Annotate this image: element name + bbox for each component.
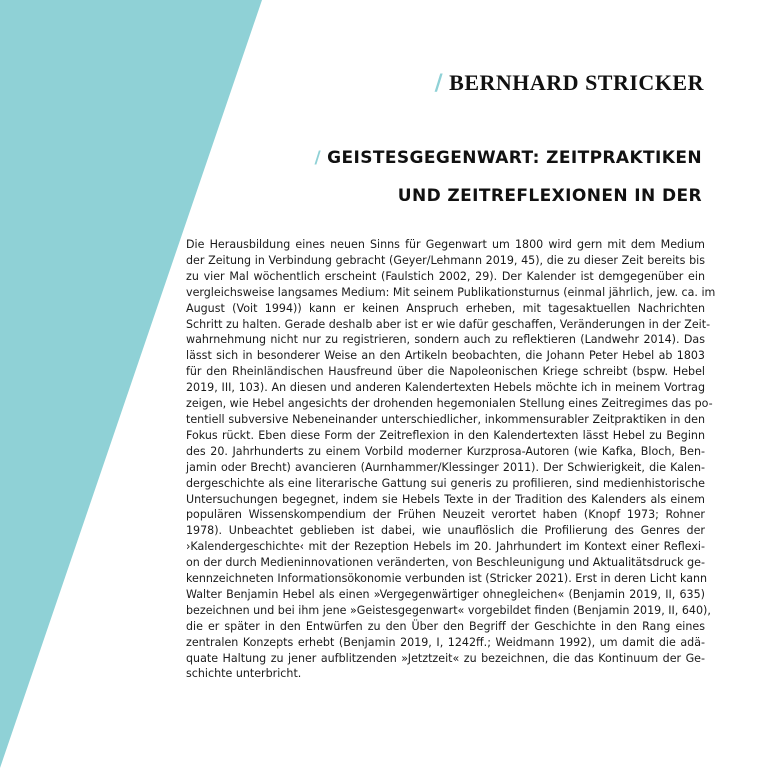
body-text-line: quate Haltung zu jener aufblitzenden »Jetztzeit« zu bezeichnen, die das Kontinuum der Ge-: [186, 651, 705, 665]
body-text-line: zeigen, wie Hebel angesichts der drohenden hegemonialen Stellung eines Zeitregimes das po-: [186, 397, 713, 411]
body-text-line: bezeichnen und bei ihm jene »Geistesgegenwart« vorgebildet finden (Benjamin 2019, II, 640),: [186, 603, 711, 617]
body-text-line: ›Kalendergeschichte‹ mit der Rezeption Hebels im 20. Jahrhundert im Kontext einer Reflexi-: [186, 540, 705, 554]
body-text-line: kennzeichneten Informationsökonomie verbunden ist (Stricker 2021). Erst in deren Licht kann: [186, 572, 708, 586]
body-text-line: tentiell subversive Nebeneinander unterschiedlicher, inkommensurabler Zeitpraktiken in den: [186, 412, 705, 426]
author-slash-mark: /: [434, 71, 444, 96]
title-slash-mark: /: [314, 148, 322, 168]
body-text-line: schichte unterbricht.: [186, 667, 302, 681]
body-text-line: des 20. Jahrhunderts zu einem Vorbild moderner Kurzprosa-Autoren (wie Kafka, Bloch, Ben-: [186, 444, 705, 458]
body-text-line: 1978). Unbeachtet geblieben ist dabei, wie unauflöslich die Profilierung des Genres der: [186, 524, 705, 538]
body-text-line: dergeschichte als eine literarische Gattung sui generis zu profilieren, sind medienhistorische: [186, 476, 705, 490]
body-text-line: 2019, III, 103). An diesen und anderen Kalendertexten Hebels möchte ich in meinem Vortrag: [186, 381, 705, 395]
body-text-line: Fokus rückt. Eben diese Form der Zeitreflexion in den Kalendertexten lässt Hebel zu Beginn: [186, 428, 705, 442]
body-text-line: wahrnehmung nicht nur zu registrieren, sondern auch zu reflektieren (Landwehr 2014). Das: [186, 333, 705, 347]
body-text-line: Walter Benjamin Hebel als einen »Vergegenwärtiger ohnegleichen« (Benjamin 2019, II, 635): [186, 587, 705, 601]
body-text-line: populären Wissenskompendium der Frühen Neuzeit verortet haben (Knopf 1973; Rohner: [186, 508, 705, 522]
body-text-line: vergleichsweise langsames Medium: Mit seinem Publikationsturnus (einmal jährlich, jew. ca. im: [186, 285, 716, 299]
body-text-line: Untersuchungen begegnet, indem sie Hebels Texte in der Tradition des Kalenders als einem: [186, 492, 705, 506]
body-text-line: zentralen Konzepts erhebt (Benjamin 2019, I, 1242ff.; Weidmann 1992), um damit die adä-: [186, 635, 705, 649]
body-text-line: zu vier Mal wöchentlich erscheint (Faulstich 2002, 29). Der Kalender ist demgegenüber ein: [186, 269, 705, 283]
body-text-line: August (Voit 1994)) kann er keinen Anspruch erheben, mit tagesaktuellen Nachrichten: [186, 301, 705, 315]
title-line-1: [315, 148, 703, 168]
title-line-2: UND ZEITREFLEXIONEN IN DER: [397, 186, 702, 206]
body-text-line: on der durch Medieninnovationen veränderten, von Beschleunigung und Aktualitätsdruck ge-: [186, 556, 705, 570]
author-name: [435, 70, 704, 96]
body-text-line: die er später in den Entwürfen zu den Über den Begriff der Geschichte in den Rang eines: [186, 619, 705, 633]
title-line-1-text: GEISTESGEGENWART: ZEITPRAKTIKEN: [327, 148, 702, 168]
body-text-line: jamin oder Brecht) avancieren (Aurnhammer/Klessinger 2011). Der Schwierigkeit, die Kalen-: [186, 460, 705, 474]
body-text-line: Die Herausbildung eines neuen Sinns für Gegenwart um 1800 wird gern mit dem Medium: [186, 238, 705, 251]
body-text-line: für den Rheinländischen Hausfreund über die Napoleonischen Kriege schreibt (bspw. Hebel: [186, 365, 705, 379]
body-text-line: Schritt zu halten. Gerade deshalb aber ist er wie dafür geschaffen, Veränderungen in der Zeit-: [186, 317, 711, 331]
body-text-line: der Zeitung in Verbindung gebracht (Geyer/Lehmann 2019, 45), die zu dieser Zeit bereits bis: [186, 253, 705, 267]
body-text-line: lässt sich in besonderer Weise an den Artikeln beobachten, die Johann Peter Hebel ab 1803: [186, 349, 705, 363]
author-name-text: BERNHARD STRICKER: [449, 70, 704, 95]
abstract-body-text: [186, 237, 716, 682]
